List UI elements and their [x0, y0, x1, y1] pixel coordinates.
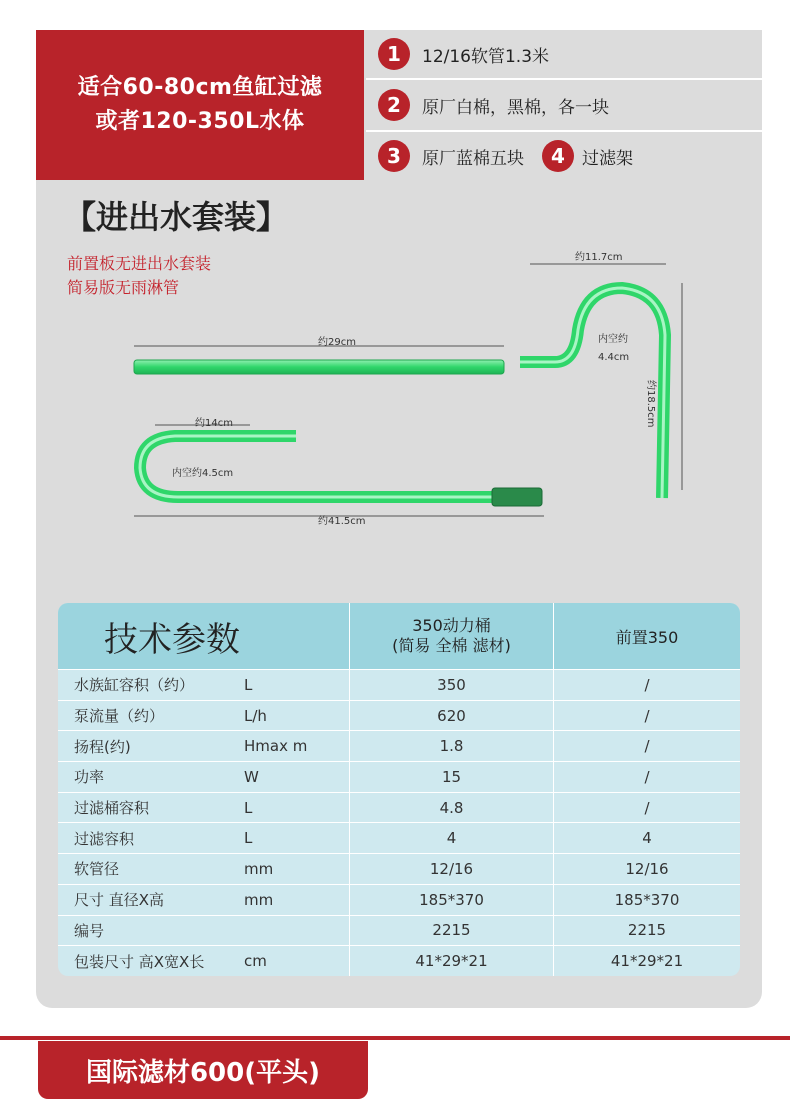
- table-row: [58, 945, 740, 976]
- spec-name: 泵流量（约）: [74, 707, 165, 726]
- spec-value-front350: /: [644, 737, 650, 756]
- spec-value-front350: 2215: [627, 921, 667, 940]
- dim-straight-length: 约29cm: [318, 337, 356, 348]
- spec-name: 尺寸 直径X高: [74, 891, 165, 910]
- spec-value-front350: /: [644, 798, 650, 817]
- dim-u-inner: 内空约4.5cm: [172, 468, 234, 479]
- table-row: [58, 700, 740, 731]
- spec-col-header-1-line-2: (简易 全棉 滤材): [392, 636, 511, 655]
- spec-unit: L/h: [244, 701, 350, 731]
- spec-table-header: [58, 603, 740, 669]
- feature-text: 原厂蓝棉五块: [422, 148, 524, 169]
- spec-value-350: 2215: [350, 916, 554, 946]
- spec-value-350: 350: [350, 670, 554, 700]
- spec-value-350: 620: [350, 701, 554, 731]
- spec-value-front350: 41*29*21: [610, 952, 684, 971]
- spec-unit: mm: [244, 854, 350, 884]
- spec-unit: cm: [244, 946, 350, 976]
- table-row: [58, 730, 740, 761]
- footer-tag: 国际滤材600(平头): [38, 1041, 368, 1099]
- spec-unit: mm: [244, 885, 350, 915]
- dim-hook-width: 约11.7cm: [575, 252, 623, 263]
- feature-number-badge: 2: [378, 89, 410, 121]
- feature-text: 12/16软管1.3米: [422, 46, 550, 67]
- spec-unit: [244, 916, 350, 946]
- spec-name: 功率: [74, 768, 105, 787]
- spec-name: 编号: [74, 921, 105, 940]
- feature-number-badge: 1: [378, 38, 410, 70]
- table-row: [58, 761, 740, 792]
- spec-col-header-2: 前置350: [615, 627, 679, 647]
- spec-value-front350: /: [644, 675, 650, 694]
- table-row: [58, 792, 740, 823]
- dim-hook-inner-value: 4.4cm: [598, 352, 630, 363]
- dim-u-width: 约14cm: [195, 418, 233, 429]
- spec-unit: Hmax m: [244, 731, 350, 761]
- spec-name: 水族缸容积（约）: [74, 676, 195, 695]
- spec-col-header-1-line-1: 350动力桶: [412, 616, 491, 635]
- straight-pipe: [134, 346, 504, 374]
- spec-value-front350: /: [644, 706, 650, 725]
- dim-u-length: 约41.5cm: [318, 516, 366, 527]
- spec-name: 过滤桶容积: [74, 799, 150, 818]
- spec-value-350: 15: [350, 762, 554, 792]
- spec-col-header-1: [350, 603, 554, 669]
- spec-table: [58, 603, 740, 976]
- feature-text: 原厂白棉，黑棉，各一块: [422, 97, 609, 118]
- feature-number-badge: 4: [542, 140, 574, 172]
- table-row: [58, 884, 740, 915]
- spec-name: 包装尺寸 高X宽X长: [74, 952, 205, 971]
- spec-value-front350: 185*370: [614, 890, 680, 909]
- dim-hook-inner: 内空约: [598, 334, 628, 345]
- spec-unit: L: [244, 823, 350, 853]
- spec-value-front350: 12/16: [625, 859, 669, 878]
- spec-value-350: 1.8: [350, 731, 554, 761]
- spec-value-350: 4.8: [350, 793, 554, 823]
- spec-unit: L: [244, 670, 350, 700]
- spec-name: 软管径: [74, 860, 120, 879]
- spec-value-350: 4: [350, 823, 554, 853]
- spec-value-front350: 4: [642, 829, 652, 848]
- spec-value-350: 41*29*21: [350, 946, 554, 976]
- spec-name: 过滤容积: [74, 829, 135, 848]
- kit-note: 前置板无进出水套装: [67, 254, 212, 273]
- spec-value-350: 185*370: [350, 885, 554, 915]
- feature-number-badge: 3: [378, 140, 410, 172]
- spec-title: 技术参数: [58, 603, 350, 669]
- headline-line-1: 适合60-80cm鱼缸过滤: [77, 75, 323, 100]
- dim-hook-height: 约18.5cm: [645, 380, 656, 428]
- table-row: [58, 853, 740, 884]
- table-row: [58, 915, 740, 946]
- table-row: [58, 822, 740, 853]
- spec-unit: L: [244, 793, 350, 823]
- spec-value-350: 12/16: [350, 854, 554, 884]
- kit-title: 【进出水套装】: [64, 198, 289, 236]
- strainer-icon: [492, 488, 542, 506]
- footer-divider: [0, 1036, 790, 1040]
- spec-unit: W: [244, 762, 350, 792]
- spec-name: 扬程(约): [74, 737, 131, 756]
- feature-text: 过滤架: [582, 148, 633, 169]
- spec-value-front350: /: [644, 767, 650, 786]
- kit-note: 简易版无雨淋管: [67, 278, 180, 297]
- table-row: [58, 669, 740, 700]
- headline-line-2: 或者120-350L水体: [95, 109, 305, 134]
